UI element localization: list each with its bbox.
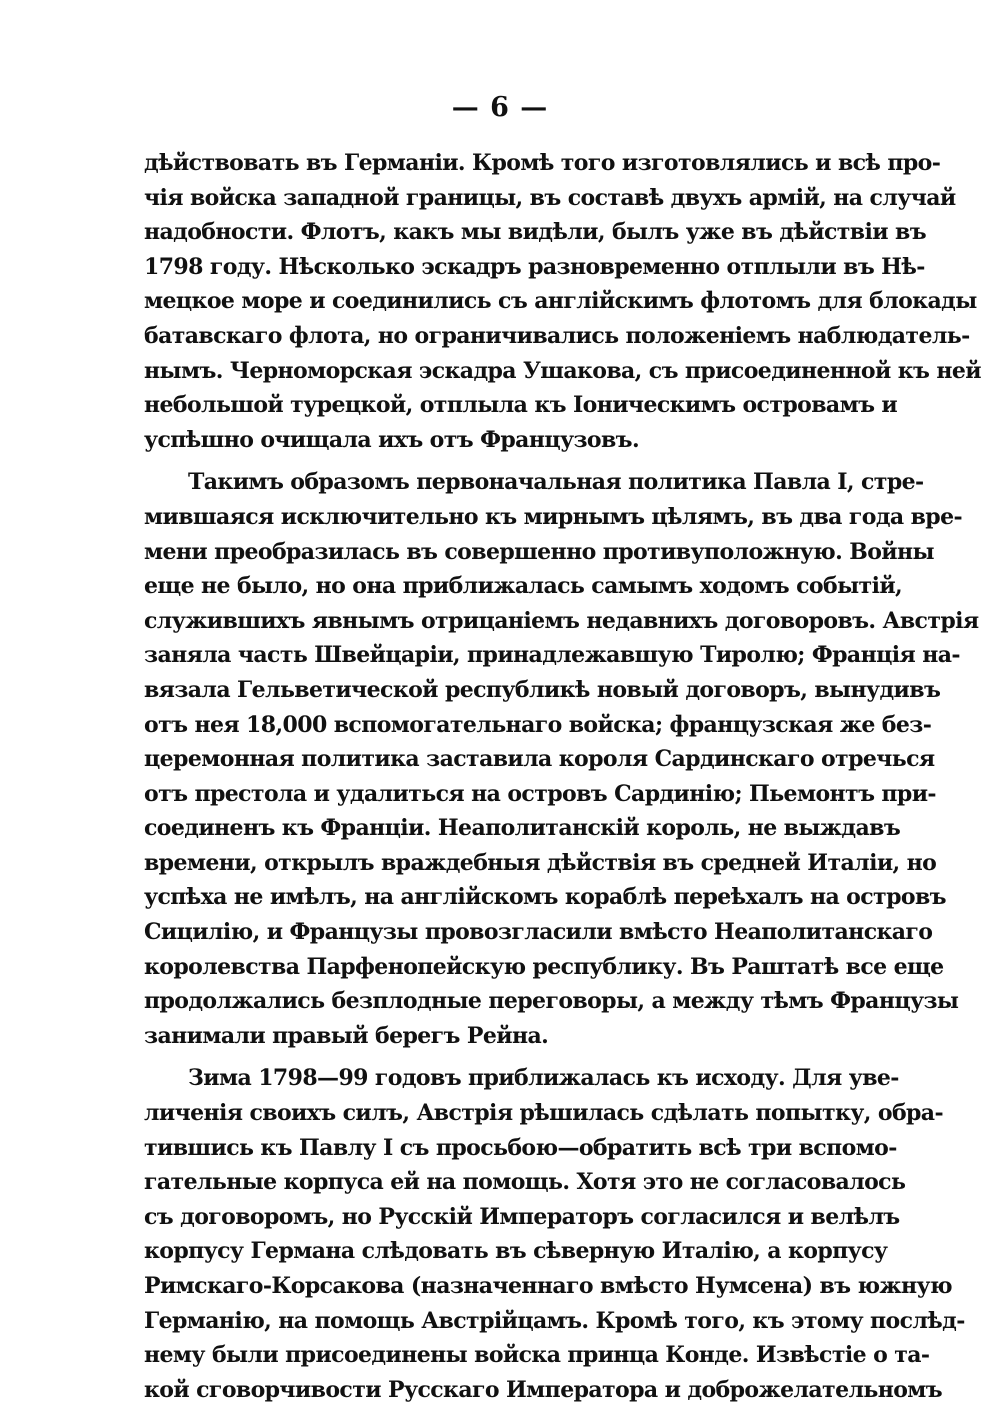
- text-line: небольшой турецкой, отплыла къ Іоническимъ островамъ и: [144, 392, 898, 419]
- text-line: заняла часть Швейцаріи, принадлежавшую Тиролю; Франція на-: [144, 642, 960, 669]
- text-line: нымъ. Черноморская эскадра Ушакова, съ присоединенной къ ней: [144, 357, 981, 384]
- text-line: еще не было, но она приближалась самымъ ходомъ событій,: [144, 573, 903, 600]
- text-line: успѣха не имѣлъ, на англійскомъ кораблѣ переѣхалъ на островъ: [144, 884, 946, 911]
- text-line: батавскаго флота, но ограничивались положеніемъ наблюдатель-: [144, 322, 970, 349]
- text-line: мени преобразилась въ совершенно противуположную. Войны: [144, 538, 934, 565]
- text-line: служившихъ явнымъ отрицаніемъ недавнихъ договоровъ. Австрія: [144, 607, 979, 634]
- text-line: отъ престола и удалиться на островъ Сардинію; Пьемонтъ при-: [144, 780, 936, 807]
- text-line: дѣйствовать въ Германіи. Кромѣ того изготовлялись и всѣ про-: [144, 150, 941, 176]
- body-text: [144, 146, 981, 1407]
- text-line: Германію, на помощь Австрійцамъ. Кромѣ того, къ этому послѣд-: [144, 1307, 965, 1334]
- paragraph: [144, 465, 979, 1053]
- text-line: Такимъ образомъ первоначальная политика Павла I, стре-: [188, 469, 924, 496]
- text-line: занимали правый берегъ Рейна.: [144, 1022, 549, 1049]
- text-line: кой сговорчивости Русскаго Императора и доброжелательномъ: [144, 1376, 943, 1403]
- text-line: Зима 1798—99 годовъ приближалась къ исходу. Для уве-: [188, 1065, 899, 1092]
- page-number: — 6 —: [451, 92, 549, 123]
- text-line: мившаяся исключительно къ мирнымъ цѣлямъ, въ два года вре-: [144, 503, 963, 530]
- text-line: надобности. Флотъ, какъ мы видѣли, былъ уже въ дѣйствіи въ: [144, 219, 926, 246]
- text-line: вязала Гельветической республикѣ новый договоръ, вынудивъ: [144, 676, 941, 703]
- text-line: личенія своихъ силъ, Австрія рѣшилась сдѣлать попытку, обра-: [144, 1100, 943, 1127]
- text-line: успѣшно очищала ихъ отъ Французовъ.: [144, 426, 640, 453]
- paragraph-gap: [144, 1053, 816, 1061]
- text-line: соединенъ къ Франціи. Неаполитанскій король, не выждавъ: [144, 815, 901, 842]
- text-line: нему были присоединены войска принца Конде. Извѣстіе о та-: [144, 1342, 930, 1369]
- text-line: 1798 году. Нѣсколько эскадръ разновременно отплыли въ Нѣ-: [144, 253, 925, 280]
- paragraph: [144, 1061, 965, 1407]
- text-line: продолжались безплодные переговоры, а между тѣмъ Французы: [144, 988, 959, 1015]
- text-line: королевства Парфенопейскую республику. Въ Раштатѣ все еще: [144, 953, 944, 980]
- text-line: съ договоромъ, но Русскій Императоръ согласился и велѣлъ: [144, 1203, 900, 1230]
- text-line: корпусу Германа слѣдовать въ сѣверную Италію, а корпусу: [144, 1238, 888, 1265]
- text-line: отъ нея 18,000 вспомогательнаго войска; французская же без-: [144, 711, 932, 738]
- text-line: времени, открылъ враждебныя дѣйствія въ средней Италіи, но: [144, 849, 937, 876]
- text-line: гательные корпуса ей на помощь. Хотя это не согласовалось: [144, 1169, 906, 1196]
- text-line: церемонная политика заставила короля Сардинскаго отречься: [144, 746, 935, 773]
- paragraph-gap: [144, 457, 816, 465]
- text-line: тившись къ Павлу I съ просьбою—обратить всѣ три вспомо-: [144, 1134, 897, 1161]
- text-line: Сицилію, и Французы провозгласили вмѣсто Неаполитанскаго: [144, 919, 933, 946]
- paragraph: [144, 146, 981, 457]
- text-line: чія войска западной границы, въ составѣ двухъ армій, на случай: [144, 184, 956, 211]
- text-line: мецкое море и соединились съ англійскимъ флотомъ для блокады: [144, 288, 977, 315]
- text-line: Римскаго-Корсакова (назначеннаго вмѣсто Нумсена) въ южную: [144, 1273, 952, 1299]
